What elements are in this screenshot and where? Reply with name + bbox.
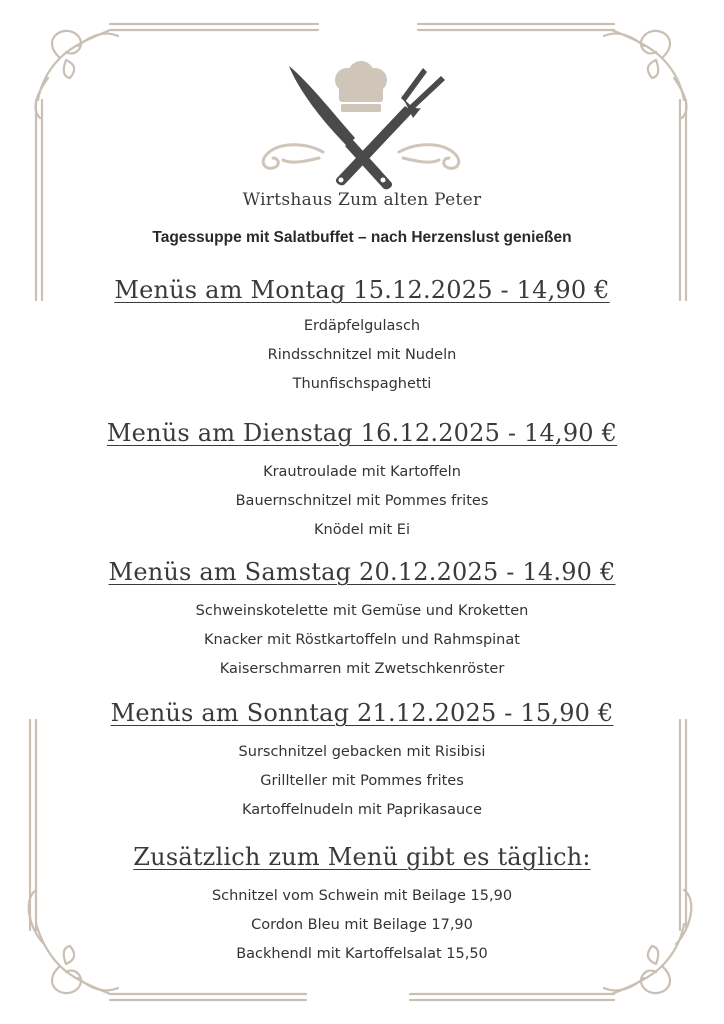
menu-item: Knödel mit Ei bbox=[314, 522, 410, 538]
menu-heading-saturday: Menüs am Samstag 20.12.2025 - 14.90 € bbox=[108, 558, 616, 586]
menu-item: Kaiserschmarren mit Zwetschkenröster bbox=[219, 661, 505, 677]
menu-item: Schnitzel vom Schwein mit Beilage 15,90 bbox=[211, 888, 513, 904]
menu-heading-daily-extras: Zusätzlich zum Menü gibt es täglich: bbox=[133, 843, 591, 871]
menu-item: Krautroulade mit Kartoffeln bbox=[263, 464, 461, 480]
menu-item: Grillteller mit Pommes frites bbox=[260, 773, 464, 789]
menu-item: Bauernschnitzel mit Pommes frites bbox=[235, 493, 489, 509]
menu-item: Cordon Bleu mit Beilage 17,90 bbox=[251, 917, 473, 933]
menu-item: Kartoffelnudeln mit Paprikasauce bbox=[241, 802, 483, 818]
menu-item: Backhendl mit Kartoffelsalat 15,50 bbox=[236, 946, 488, 962]
chef-hat-knife-fork-icon bbox=[255, 58, 467, 190]
menu-list-daily-extras bbox=[0, 882, 724, 969]
menu-item: Surschnitzel gebacken mit Risibisi bbox=[238, 744, 486, 760]
menu-heading-sunday: Menüs am Sonntag 21.12.2025 - 15,90 € bbox=[110, 699, 614, 727]
menu-list-monday bbox=[0, 312, 724, 399]
menu-list-saturday bbox=[0, 597, 724, 684]
menu-item: Thunfischspaghetti bbox=[292, 376, 432, 392]
menu-list-tuesday bbox=[0, 458, 724, 545]
tagline: Tagessuppe mit Salatbuffet – nach Herzenslust genießen bbox=[152, 229, 572, 246]
menu-item: Rindsschnitzel mit Nudeln bbox=[267, 347, 457, 363]
menu-item: Erdäpfelgulasch bbox=[303, 318, 421, 334]
menu-list-sunday bbox=[0, 738, 724, 825]
menu-item: Schweinskotelette mit Gemüse und Kroketten bbox=[195, 603, 529, 619]
menu-item: Knacker mit Röstkartoffeln und Rahmspinat bbox=[204, 632, 520, 648]
menu-heading-monday: Menüs am Montag 15.12.2025 - 14,90 € bbox=[114, 276, 610, 304]
chef-hat-icon bbox=[335, 61, 387, 112]
menu-heading-tuesday: Menüs am Dienstag 16.12.2025 - 14,90 € bbox=[106, 419, 618, 447]
restaurant-name: Wirtshaus Zum alten Peter bbox=[242, 190, 482, 210]
